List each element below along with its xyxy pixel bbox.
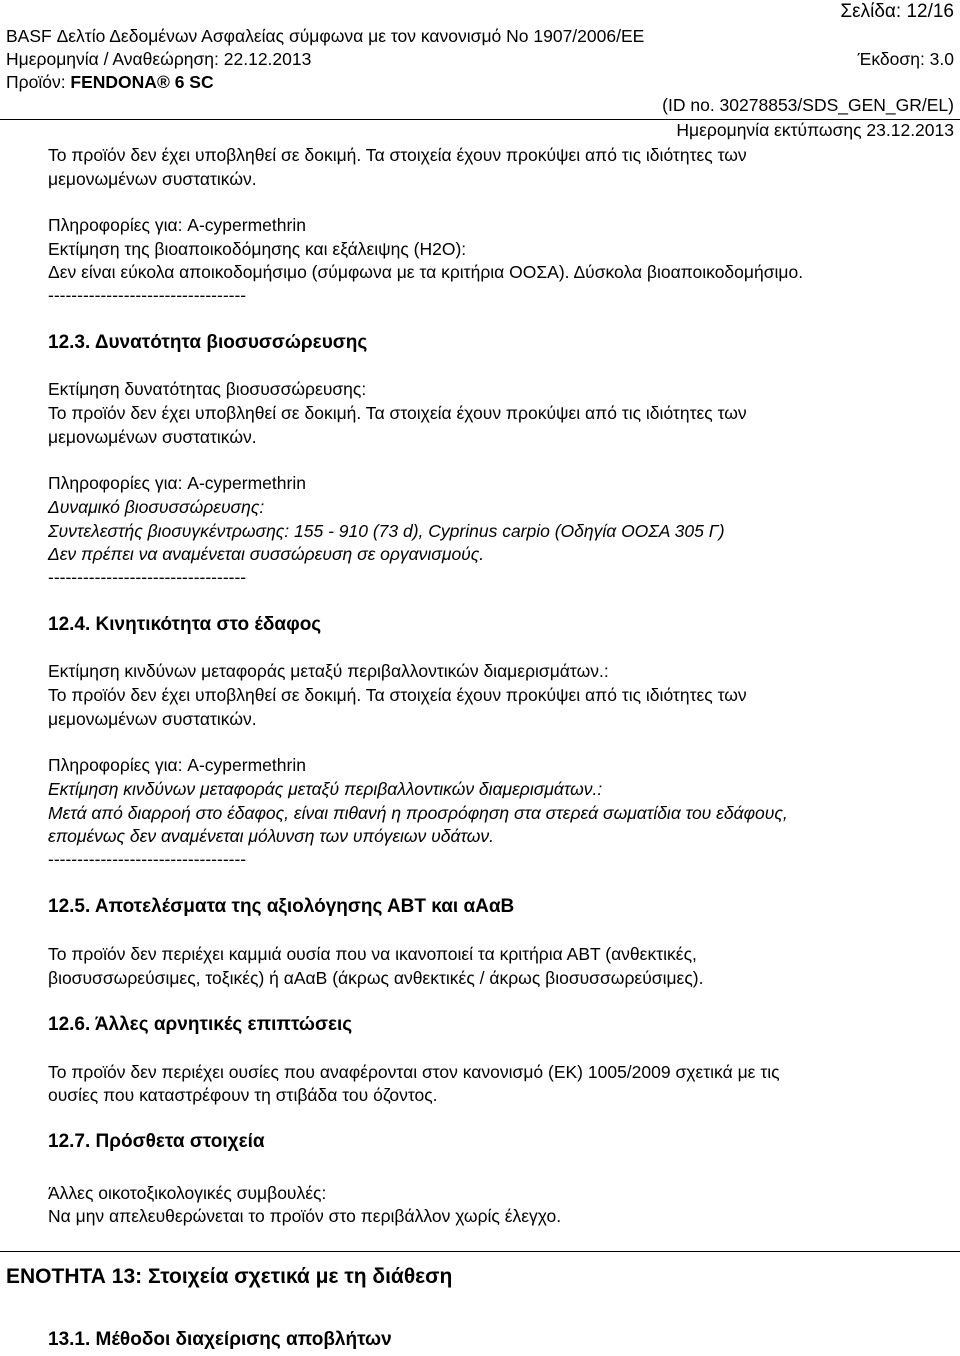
s12-3-info: Πληροφορίες για: A-cypermethrin: [48, 473, 306, 493]
page-number: Σελίδα: 12/16: [840, 1, 954, 22]
section-12-4-heading: 12.4. Κινητικότητα στο έδαφος: [48, 614, 322, 635]
section-divider: [0, 1251, 960, 1252]
revision-date: Ημερομηνία / Αναθεώρηση: 22.12.2013: [6, 49, 312, 69]
s12-4-italic2: επομένως δεν αναμένεται μόλυνση των υπόγειων υδάτων.: [48, 826, 495, 846]
product-name: FENDONA® 6 SC: [70, 72, 214, 92]
product-line: [6, 71, 214, 93]
s12-6-line2: ουσίες που καταστρέφουν τη στιβάδα του όζοντος.: [48, 1085, 438, 1105]
section-13-1-heading: 13.1. Μέθοδοι διαχείρισης αποβλήτων: [48, 1329, 392, 1350]
document-title: BASF Δελτίο Δεδομένων Ασφαλείας σύμφωνα με τον κανονισμό No 1907/2006/ΕΕ: [6, 26, 645, 46]
s12-4-assess: Εκτίμηση κινδύνων μεταφοράς μεταξύ περιβαλλοντικών διαμερισμάτων.:: [48, 661, 609, 681]
section-12-3-heading: 12.3. Δυνατότητα βιοσυσσώρευσης: [48, 332, 368, 353]
s12-3-no-accumulation: Δεν πρέπει να αναμένεται συσσώρευση σε οργανισμούς.: [48, 544, 485, 564]
section-12-6-heading: 12.6. Άλλες αρνητικές επιπτώσεις: [48, 1014, 353, 1035]
intro-assess: Εκτίμηση της βιοαποικοδόμησης και εξάλειψης (H2O):: [48, 239, 467, 259]
s12-4-info: Πληροφορίες για: A-cypermethrin: [48, 755, 306, 775]
s12-4-assess2: Εκτίμηση κινδύνων μεταφοράς μεταξύ περιβαλλοντικών διαμερισμάτων.:: [48, 779, 603, 799]
separator: ----------------------------------: [48, 849, 247, 869]
s12-7-line2: Να μην απελευθερώνεται το προϊόν στο περιβάλλον χωρίς έλεγχο.: [48, 1206, 562, 1226]
s12-7-line1: Άλλες οικοτοξικολογικές συμβουλές:: [48, 1183, 327, 1203]
id-number: (ID no. 30278853/SDS_GEN_GR/EL): [662, 95, 954, 115]
print-date: Ημερομηνία εκτύπωσης 23.12.2013: [676, 120, 954, 140]
separator: ----------------------------------: [48, 567, 247, 587]
section-12-7-heading: 12.7. Πρόσθετα στοιχεία: [48, 1131, 265, 1152]
version: Έκδοση: 3.0: [857, 49, 954, 69]
section-13-heading: ΕΝΟΤΗΤΑ 13: Στοιχεία σχετικά με τη διάθεση: [6, 1265, 453, 1288]
s12-3-line1: Το προϊόν δεν έχει υποβληθεί σε δοκιμή. Τα στοιχεία έχουν προκύψει από τις ιδιότητες των: [48, 403, 747, 423]
separator: ----------------------------------: [48, 285, 247, 305]
s12-3-assess: Εκτίμηση δυνατότητας βιοσυσσώρευσης:: [48, 379, 367, 399]
section-12-5-heading: 12.5. Αποτελέσματα της αξιολόγησης ΑΒΤ και αΑαΒ: [48, 896, 515, 917]
s12-4-italic1: Μετά από διαρροή στο έδαφος, είναι πιθανή η προσρόφηση στα στερεά σωματίδια του εδάφους,: [48, 803, 788, 823]
s12-6-line1: Το προϊόν δεν περιέχει ουσίες που αναφέρονται στον κανονισμό (ΕΚ) 1005/2009 σχετικά με τις: [48, 1062, 780, 1082]
intro-info: Πληροφορίες για: A-cypermethrin: [48, 215, 306, 235]
s12-3-line2: μεμονωμένων συστατικών.: [48, 427, 257, 447]
product-prefix: Προϊόν:: [6, 72, 71, 92]
s12-4-line1: Το προϊόν δεν έχει υποβληθεί σε δοκιμή. Τα στοιχεία έχουν προκύψει από τις ιδιότητες των: [48, 685, 747, 705]
s12-5-line2: βιοσυσσωρεύσιμες, τοξικές) ή αΑαΒ (άκρως ανθεκτικές / άκρως βιοσυσσωρεύσιμες).: [48, 968, 704, 988]
intro-result: Δεν είναι εύκολα αποικοδομήσιμο (σύμφωνα με τα κριτήρια ΟΟΣΑ). Δύσκολα βιοαποικοδομήσιμο.: [48, 262, 804, 282]
s12-3-bcf: Συντελεστής βιοσυγκέντρωσης: 155 - 910 (73 d), Cyprinus carpio (Οδηγία ΟΟΣΑ 305 Γ): [48, 521, 725, 541]
intro-line1: Το προϊόν δεν έχει υποβληθεί σε δοκιμή. Τα στοιχεία έχουν προκύψει από τις ιδιότητες των: [48, 145, 747, 165]
s12-3-potential: Δυναμικό βιοσυσσώρευσης:: [48, 497, 265, 517]
intro-line2: μεμονωμένων συστατικών.: [48, 169, 257, 189]
s12-4-line2: μεμονωμένων συστατικών.: [48, 709, 257, 729]
s12-5-line1: Το προϊόν δεν περιέχει καμμιά ουσία που να ικανοποιεί τα κριτήρια ΑΒΤ (ανθεκτικές,: [48, 944, 697, 964]
